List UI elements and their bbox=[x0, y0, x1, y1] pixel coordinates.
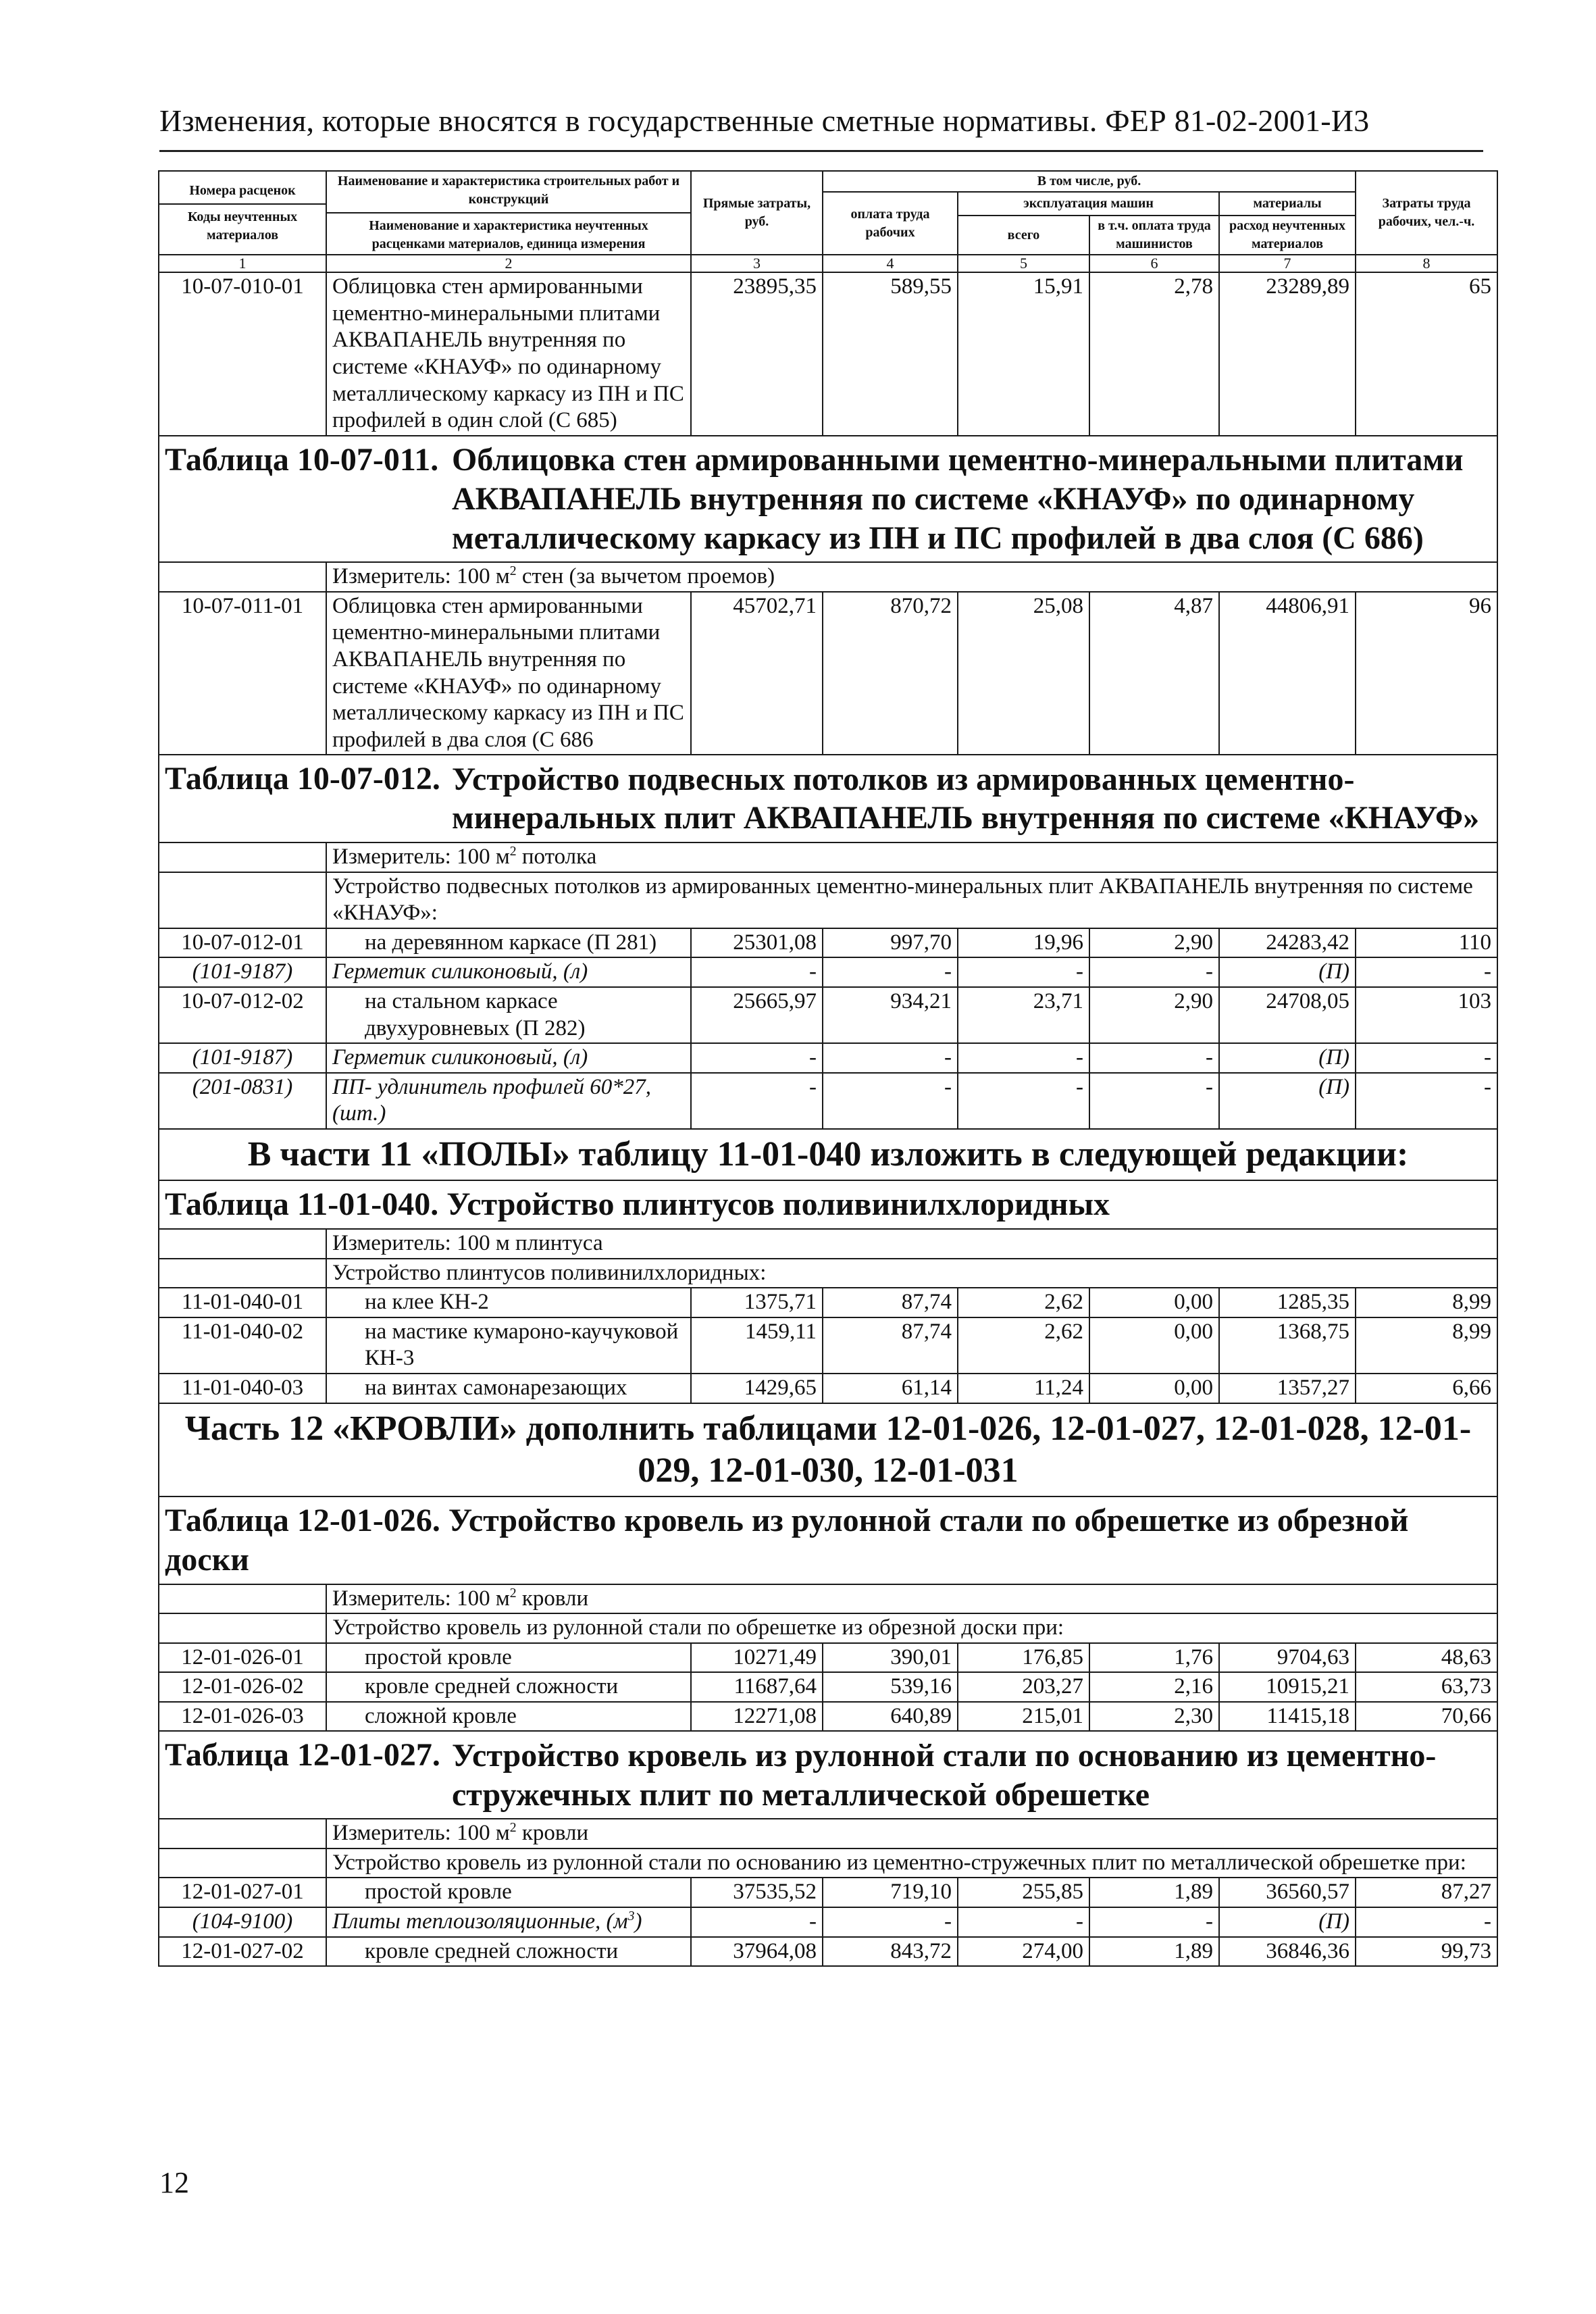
work-description: сложной кровле bbox=[326, 1702, 691, 1732]
machines-total: - bbox=[958, 1073, 1089, 1129]
direct-costs: 45702,71 bbox=[691, 592, 823, 755]
part-heading: В части 11 «ПОЛЫ» таблицу 11-01-040 изложить в следующей редакции: bbox=[159, 1129, 1497, 1180]
labor-pay: 87,74 bbox=[823, 1288, 958, 1317]
direct-costs: 10271,49 bbox=[691, 1643, 823, 1673]
materials: 36846,36 bbox=[1219, 1937, 1356, 1967]
direct-costs: 12271,08 bbox=[691, 1702, 823, 1732]
machines-total: 15,91 bbox=[958, 272, 1089, 436]
machines-operators: 1,89 bbox=[1089, 1878, 1219, 1907]
header-materials: материалы bbox=[1219, 192, 1356, 216]
group-heading: Устройство подвесных потолков из армированных цементно-минеральных плит АКВАПАНЕЛЬ внутренняя по системе «КНАУФ»: bbox=[326, 872, 1497, 928]
labor-hours: 70,66 bbox=[1356, 1702, 1497, 1732]
rate-code: 12-01-026-03 bbox=[159, 1702, 326, 1732]
machines-operators: 2,90 bbox=[1089, 928, 1219, 958]
rate-code: 12-01-027-02 bbox=[159, 1937, 326, 1967]
header-materials-unaccounted: расход неучтенных материалов bbox=[1219, 216, 1356, 255]
work-description: Облицовка стен армированными цементно-минеральными плитами АКВАПАНЕЛЬ внутренняя по системе «КНАУФ» по одинарному металлическому каркасу из ПН и ПС профилей в два слоя (С 686 bbox=[326, 592, 691, 755]
materials: 44806,91 bbox=[1219, 592, 1356, 755]
material-row bbox=[159, 1073, 1497, 1129]
table-row bbox=[159, 928, 1497, 958]
labor-hours: - bbox=[1356, 957, 1497, 987]
labor-pay: 843,72 bbox=[823, 1937, 958, 1967]
group-row bbox=[159, 1848, 1497, 1878]
running-header: Изменения, которые вносятся в государственные сметные нормативы. ФЕР 81-02-2001-И3 bbox=[159, 103, 1370, 138]
header-labor-cost: Затраты труда рабочих, чел.-ч. bbox=[1356, 171, 1497, 255]
materials: (П) bbox=[1219, 1907, 1356, 1937]
materials: 1285,35 bbox=[1219, 1288, 1356, 1317]
work-description: на винтах самонарезающих bbox=[326, 1374, 691, 1403]
machines-total: - bbox=[958, 1043, 1089, 1073]
material-code: (104-9100) bbox=[159, 1907, 326, 1937]
direct-costs: 25665,97 bbox=[691, 987, 823, 1043]
table-row bbox=[159, 272, 1497, 436]
group-heading: Устройство кровель из рулонной стали по основанию из цементно-стружечных плит по металлической обрешетке при: bbox=[326, 1848, 1497, 1878]
table-title-row bbox=[159, 1180, 1497, 1229]
header-direct-costs: Прямые затраты, руб. bbox=[691, 171, 823, 255]
table-row bbox=[159, 1878, 1497, 1907]
work-description: на мастике кумароно-каучуковой КН-3 bbox=[326, 1317, 691, 1374]
machines-operators: 0,00 bbox=[1089, 1317, 1219, 1374]
measure-row bbox=[159, 1584, 1497, 1614]
materials: (П) bbox=[1219, 1073, 1356, 1129]
estimate-table bbox=[158, 170, 1498, 1967]
machines-total: 255,85 bbox=[958, 1878, 1089, 1907]
material-row bbox=[159, 1907, 1497, 1937]
material-row bbox=[159, 957, 1497, 987]
labor-hours: 87,27 bbox=[1356, 1878, 1497, 1907]
labor-pay: 640,89 bbox=[823, 1702, 958, 1732]
machines-total: - bbox=[958, 1907, 1089, 1937]
table-title-label: Таблица 10-07-012. bbox=[165, 761, 440, 797]
table-title-label: Таблица 12-01-027. bbox=[165, 1737, 440, 1774]
direct-costs: 37535,52 bbox=[691, 1878, 823, 1907]
rate-code: 12-01-026-02 bbox=[159, 1672, 326, 1702]
materials: 24283,42 bbox=[1219, 928, 1356, 958]
work-description: кровле средней сложности bbox=[326, 1937, 691, 1967]
direct-costs: - bbox=[691, 1073, 823, 1129]
labor-hours: 103 bbox=[1356, 987, 1497, 1043]
materials: (П) bbox=[1219, 957, 1356, 987]
machines-total: 215,01 bbox=[958, 1702, 1089, 1732]
column-number: 1 bbox=[159, 255, 326, 272]
materials: 11415,18 bbox=[1219, 1702, 1356, 1732]
machines-operators: 1,76 bbox=[1089, 1643, 1219, 1673]
measure-row bbox=[159, 1819, 1497, 1848]
measure-unit: Измеритель: 100 $м^2$ потолка bbox=[326, 842, 1497, 872]
table-row bbox=[159, 1702, 1497, 1732]
material-code: (101-9187) bbox=[159, 957, 326, 987]
work-description: простой кровле bbox=[326, 1878, 691, 1907]
column-number: 8 bbox=[1356, 255, 1497, 272]
table-row bbox=[159, 1643, 1497, 1673]
header-machines-operators: в т.ч. оплата труда машинистов bbox=[1089, 216, 1219, 255]
table-row bbox=[159, 1288, 1497, 1317]
labor-pay: 934,21 bbox=[823, 987, 958, 1043]
table-title-text: Устройство кровель из рулонной стали по обрешетке из обрезной доски bbox=[165, 1503, 1409, 1578]
direct-costs: 1375,71 bbox=[691, 1288, 823, 1317]
material-row bbox=[159, 1043, 1497, 1073]
machines-operators: 0,00 bbox=[1089, 1374, 1219, 1403]
table-row bbox=[159, 1937, 1497, 1967]
column-number: 4 bbox=[823, 255, 958, 272]
measure-row bbox=[159, 1229, 1497, 1259]
machines-total: 23,71 bbox=[958, 987, 1089, 1043]
header-labor-pay: оплата труда рабочих bbox=[823, 192, 958, 255]
direct-costs: - bbox=[691, 1907, 823, 1937]
column-number: 2 bbox=[326, 255, 691, 272]
group-row bbox=[159, 1613, 1497, 1643]
machines-total: 203,27 bbox=[958, 1672, 1089, 1702]
machines-operators: 2,16 bbox=[1089, 1672, 1219, 1702]
labor-pay: - bbox=[823, 1073, 958, 1129]
labor-pay: 997,70 bbox=[823, 928, 958, 958]
work-description: кровле средней сложности bbox=[326, 1672, 691, 1702]
rate-code: 10-07-010-01 bbox=[159, 272, 326, 436]
column-numbers-row bbox=[159, 255, 1497, 272]
materials: 9704,63 bbox=[1219, 1643, 1356, 1673]
table-title-label: Таблица 12-01-026. bbox=[165, 1503, 440, 1539]
table-title-row bbox=[159, 1731, 1497, 1819]
labor-hours: 63,73 bbox=[1356, 1672, 1497, 1702]
page-number: 12 bbox=[159, 2166, 189, 2199]
column-number: 3 bbox=[691, 255, 823, 272]
machines-total: - bbox=[958, 957, 1089, 987]
header-rule bbox=[159, 150, 1483, 152]
direct-costs: - bbox=[691, 1043, 823, 1073]
labor-hours: 8,99 bbox=[1356, 1317, 1497, 1374]
header-codes: Номера расценок Коды неучтенных материалов bbox=[159, 171, 326, 255]
machines-total: 19,96 bbox=[958, 928, 1089, 958]
material-name: ПП- удлинитель профилей 60*27, (шт.) bbox=[326, 1073, 691, 1129]
work-description: Облицовка стен армированными цементно-минеральными плитами АКВАПАНЕЛЬ внутренняя по системе «КНАУФ» по одинарному металлическому каркасу из ПН и ПС профилей в один слой (С 685) bbox=[326, 272, 691, 436]
measure-row bbox=[159, 562, 1497, 592]
table-row bbox=[159, 1672, 1497, 1702]
table-row bbox=[159, 1317, 1497, 1374]
rate-code: 10-07-012-01 bbox=[159, 928, 326, 958]
materials: 23289,89 bbox=[1219, 272, 1356, 436]
materials: 36560,57 bbox=[1219, 1878, 1356, 1907]
materials: 10915,21 bbox=[1219, 1672, 1356, 1702]
table-title-text: Устройство плинтусов поливинилхлоридных bbox=[446, 1186, 1110, 1223]
labor-hours: - bbox=[1356, 1043, 1497, 1073]
materials: 1368,75 bbox=[1219, 1317, 1356, 1374]
column-number: 6 bbox=[1089, 255, 1219, 272]
machines-total: 2,62 bbox=[958, 1288, 1089, 1317]
material-code: (101-9187) bbox=[159, 1043, 326, 1073]
labor-hours: 8,99 bbox=[1356, 1288, 1497, 1317]
table-row bbox=[159, 987, 1497, 1043]
table-title-text: Облицовка стен армированными цементно-минеральными плитами АКВАПАНЕЛЬ внутренняя по системе «КНАУФ» по одинарному металлическому каркасу из ПН и ПС профилей в два слоя (С 686) bbox=[452, 442, 1464, 556]
header-name: Наименование и характеристика строительных работ и конструкций Наименование и характеристика неучтенных расценками материалов, единица измерения bbox=[326, 171, 691, 255]
labor-hours: 48,63 bbox=[1356, 1643, 1497, 1673]
table-title-row bbox=[159, 1496, 1497, 1584]
rate-code: 10-07-011-01 bbox=[159, 592, 326, 755]
machines-operators: - bbox=[1089, 1907, 1219, 1937]
table-title-text: Устройство подвесных потолков из армированных цементно-минеральных плит АКВАПАНЕЛЬ внутренняя по системе «КНАУФ» bbox=[452, 761, 1480, 836]
measure-unit: Измеритель: 100 $м^2$ кровли bbox=[326, 1584, 1497, 1614]
labor-hours: 110 bbox=[1356, 928, 1497, 958]
materials: 24708,05 bbox=[1219, 987, 1356, 1043]
labor-pay: 539,16 bbox=[823, 1672, 958, 1702]
machines-operators: 2,90 bbox=[1089, 987, 1219, 1043]
table-title-label: Таблица 11-01-040. bbox=[165, 1186, 439, 1223]
labor-pay: 719,10 bbox=[823, 1878, 958, 1907]
labor-pay: - bbox=[823, 957, 958, 987]
part-heading: Часть 12 «КРОВЛИ» дополнить таблицами 12-01-026, 12-01-027, 12-01-028, 12-01-029, 12-01-030, 12-01-031 bbox=[159, 1403, 1497, 1497]
labor-pay: 589,55 bbox=[823, 272, 958, 436]
group-row bbox=[159, 1259, 1497, 1288]
labor-pay: 87,74 bbox=[823, 1317, 958, 1374]
machines-total: 176,85 bbox=[958, 1643, 1089, 1673]
measure-unit: Измеритель: 100 $м^2$ кровли bbox=[326, 1819, 1497, 1848]
material-code: (201-0831) bbox=[159, 1073, 326, 1129]
labor-hours: 99,73 bbox=[1356, 1937, 1497, 1967]
materials: 1357,27 bbox=[1219, 1374, 1356, 1403]
rate-code: 12-01-027-01 bbox=[159, 1878, 326, 1907]
machines-total: 11,24 bbox=[958, 1374, 1089, 1403]
direct-costs: 37964,08 bbox=[691, 1937, 823, 1967]
header-machines-total: всего bbox=[958, 216, 1089, 255]
materials: (П) bbox=[1219, 1043, 1356, 1073]
group-heading: Устройство плинтусов поливинилхлоридных: bbox=[326, 1259, 1497, 1288]
work-description: простой кровле bbox=[326, 1643, 691, 1673]
labor-pay: 390,01 bbox=[823, 1643, 958, 1673]
machines-operators: 0,00 bbox=[1089, 1288, 1219, 1317]
measure-unit: Измеритель: 100 м плинтуса bbox=[326, 1229, 1497, 1259]
machines-operators: - bbox=[1089, 957, 1219, 987]
labor-pay: - bbox=[823, 1043, 958, 1073]
rate-code: 11-01-040-03 bbox=[159, 1374, 326, 1403]
table-header-row bbox=[159, 171, 1497, 192]
machines-operators: 4,87 bbox=[1089, 592, 1219, 755]
labor-hours: 65 bbox=[1356, 272, 1497, 436]
part-heading-row bbox=[159, 1403, 1497, 1497]
group-heading: Устройство кровель из рулонной стали по обрешетке из обрезной доски при: bbox=[326, 1613, 1497, 1643]
table-title-row bbox=[159, 755, 1497, 842]
machines-operators: - bbox=[1089, 1073, 1219, 1129]
labor-pay: - bbox=[823, 1907, 958, 1937]
header-machines: эксплуатация машин bbox=[958, 192, 1219, 216]
labor-hours: - bbox=[1356, 1073, 1497, 1129]
material-name: Плиты теплоизоляционные, $(м^3)$ bbox=[326, 1907, 691, 1937]
measure-row bbox=[159, 842, 1497, 872]
table-title-label: Таблица 10-07-011. bbox=[165, 441, 439, 478]
header-including: В том числе, руб. bbox=[823, 171, 1356, 192]
table-row bbox=[159, 592, 1497, 755]
material-name: Герметик силиконовый, (л) bbox=[326, 1043, 691, 1073]
labor-pay: 61,14 bbox=[823, 1374, 958, 1403]
rate-code: 10-07-012-02 bbox=[159, 987, 326, 1043]
rate-code: 11-01-040-01 bbox=[159, 1288, 326, 1317]
machines-operators: 2,78 bbox=[1089, 272, 1219, 436]
direct-costs: 25301,08 bbox=[691, 928, 823, 958]
machines-operators: 2,30 bbox=[1089, 1702, 1219, 1732]
table-row bbox=[159, 1374, 1497, 1403]
direct-costs: 1459,11 bbox=[691, 1317, 823, 1374]
column-number: 5 bbox=[958, 255, 1089, 272]
machines-operators: 1,89 bbox=[1089, 1937, 1219, 1967]
labor-hours: 96 bbox=[1356, 592, 1497, 755]
machines-total: 2,62 bbox=[958, 1317, 1089, 1374]
machines-total: 25,08 bbox=[958, 592, 1089, 755]
work-description: на стальном каркасе двухуровневых (П 282) bbox=[326, 987, 691, 1043]
material-name: Герметик силиконовый, (л) bbox=[326, 957, 691, 987]
table-title-text: Устройство кровель из рулонной стали по основанию из цементно-стружечных плит по металлической обрешетке bbox=[452, 1738, 1437, 1813]
work-description: на деревянном каркасе (П 281) bbox=[326, 928, 691, 958]
labor-hours: 6,66 bbox=[1356, 1374, 1497, 1403]
group-row bbox=[159, 872, 1497, 928]
machines-total: 274,00 bbox=[958, 1937, 1089, 1967]
column-number: 7 bbox=[1219, 255, 1356, 272]
direct-costs: - bbox=[691, 957, 823, 987]
direct-costs: 23895,35 bbox=[691, 272, 823, 436]
measure-unit: Измеритель: 100 $м^2$ стен (за вычетом проемов) bbox=[326, 562, 1497, 592]
part-heading-row bbox=[159, 1129, 1497, 1180]
direct-costs: 1429,65 bbox=[691, 1374, 823, 1403]
rate-code: 11-01-040-02 bbox=[159, 1317, 326, 1374]
labor-hours: - bbox=[1356, 1907, 1497, 1937]
direct-costs: 11687,64 bbox=[691, 1672, 823, 1702]
machines-operators: - bbox=[1089, 1043, 1219, 1073]
work-description: на клее КН-2 bbox=[326, 1288, 691, 1317]
table-title-row bbox=[159, 436, 1497, 562]
labor-pay: 870,72 bbox=[823, 592, 958, 755]
rate-code: 12-01-026-01 bbox=[159, 1643, 326, 1673]
